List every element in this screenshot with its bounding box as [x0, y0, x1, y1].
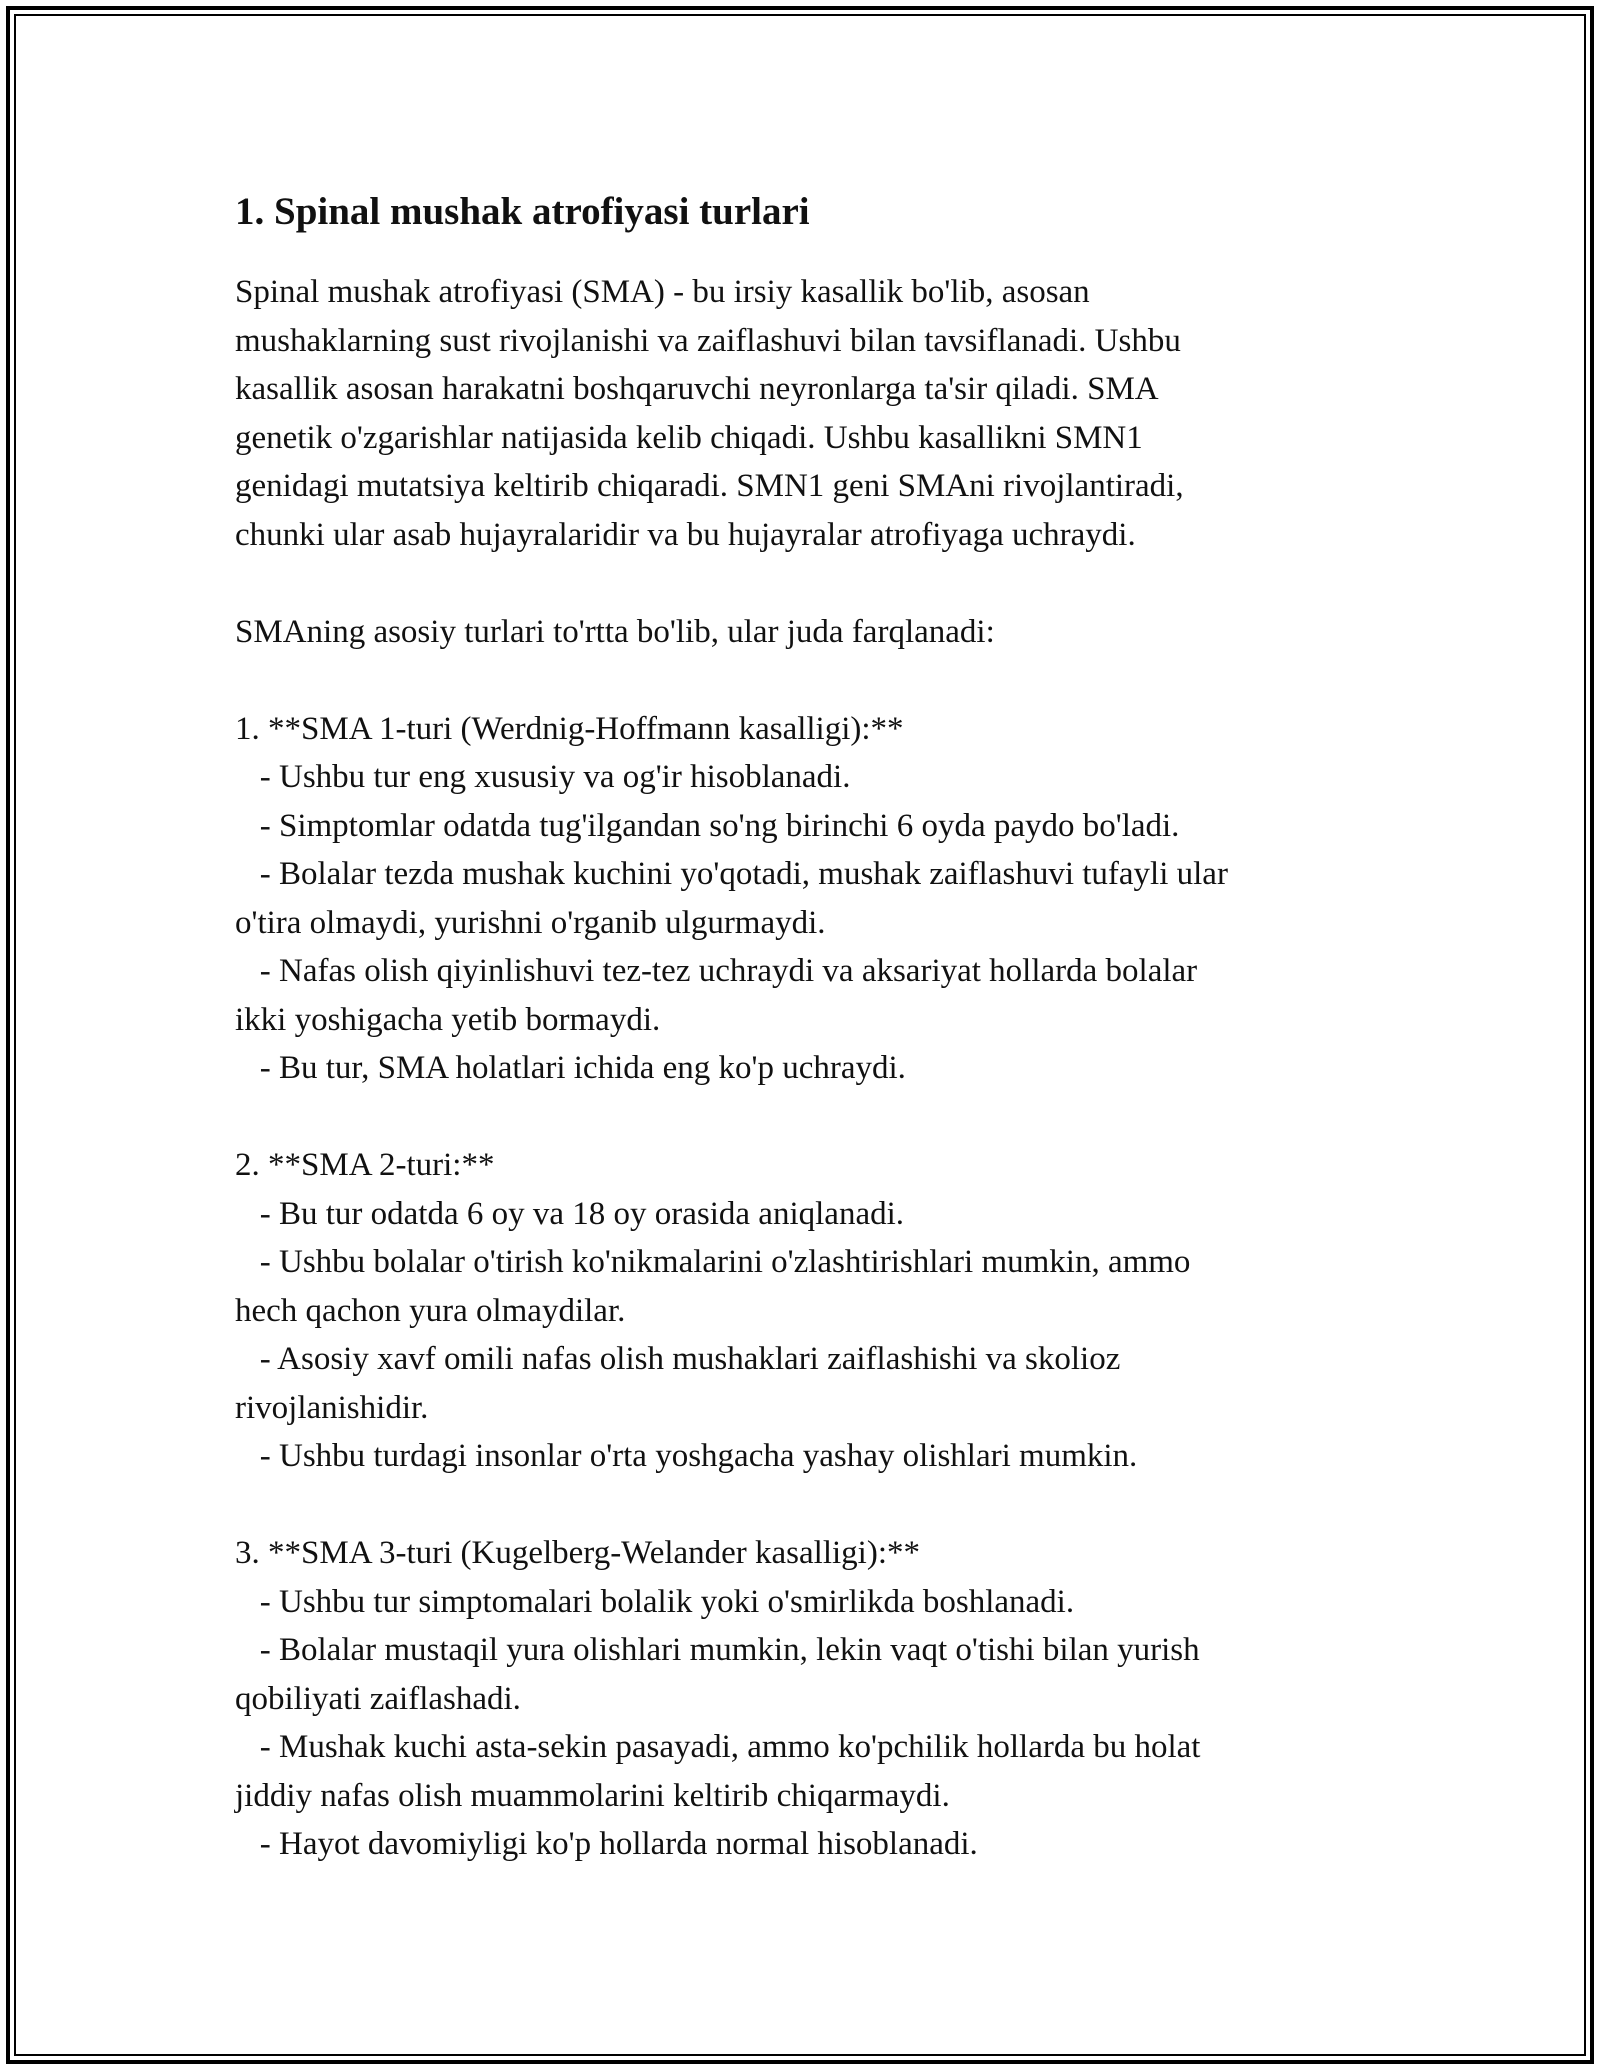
intro-line: kasallik asosan harakatni boshqaruvchi neyronlarga ta'sir qiladi. SMA	[235, 371, 1159, 407]
type-1-item: - Simptomlar odatda tug'ilgandan so'ng birinchi 6 oyda paydo bo'ladi.	[235, 807, 1180, 844]
type-2-item: hech qachon yura olmaydilar.	[235, 1292, 626, 1329]
paragraph-gap	[235, 656, 1365, 705]
intro-line: mushaklarning sust rivojlanishi va zaiflashuvi bilan tavsiflanadi. Ushbu	[235, 322, 1181, 359]
type-1-item: - Nafas olish qiyinlishuvi tez-tez uchraydi va aksariyat hollarda bolalar	[235, 953, 1198, 989]
type-3-item: - Bolalar mustaqil yura olishlari mumkin, lekin vaqt o'tishi bilan yurish	[235, 1632, 1200, 1668]
type-1-item: - Bu tur, SMA holatlari ichida eng ko'p uchraydi.	[235, 1050, 906, 1086]
intro-line: genidagi mutatsiya keltirib chiqaradi. SMN1 geni SMAni rivojlantiradi,	[235, 468, 1184, 504]
paragraph-gap	[235, 1481, 1365, 1530]
paragraph-gap	[235, 1093, 1365, 1142]
type-1-item: ikki yoshigacha yetib bormaydi.	[235, 1001, 661, 1038]
type-3-block	[235, 1529, 1365, 1869]
document-body	[235, 186, 1365, 1869]
type-3-item: - Ushbu tur simptomalari bolalik yoki o'smirlikda boshlanadi.	[235, 1583, 1075, 1620]
intro-paragraph	[235, 268, 1365, 559]
type-1-block	[235, 705, 1365, 1093]
type-3-item: jiddiy nafas olish muammolarini keltirib chiqarmaydi.	[235, 1777, 950, 1814]
type-1-item: - Bolalar tezda mushak kuchini yo'qotadi, mushak zaiflashuvi tufayli ular	[235, 856, 1228, 892]
type-1-item: o'tira olmaydi, yurishni o'rganib ulgurmaydi.	[235, 904, 826, 941]
intro-line: Spinal mushak atrofiyasi (SMA) - bu irsiy kasallik bo'lib, asosan	[235, 274, 1090, 310]
section-heading: 1. Spinal mushak atrofiyasi turlari	[235, 190, 810, 233]
intro-line: genetik o'zgarishlar natijasida kelib chiqadi. Ushbu kasallikni SMN1	[235, 419, 1143, 456]
type-3-item: - Mushak kuchi asta-sekin pasayadi, ammo ko'pchilik hollarda bu holat	[235, 1729, 1201, 1765]
type-3-item: - Hayot davomiyligi ko'p hollarda normal hisoblanadi.	[235, 1826, 978, 1862]
type-3-title: 3. **SMA 3-turi (Kugelberg-Welander kasalligi):**	[235, 1535, 921, 1571]
type-2-item: - Ushbu bolalar o'tirish ko'nikmalarini o'zlashtirishlari mumkin, ammo	[235, 1244, 1191, 1280]
type-2-item: rivojlanishidir.	[235, 1389, 429, 1426]
intro-line: chunki ular asab hujayralaridir va bu hujayralar atrofiyaga uchraydi.	[235, 516, 1136, 553]
paragraph-gap	[235, 559, 1365, 608]
type-2-item: - Bu tur odatda 6 oy va 18 oy orasida aniqlanadi.	[235, 1195, 905, 1232]
type-1-title: 1. **SMA 1-turi (Werdnig-Hoffmann kasalligi):**	[235, 710, 904, 747]
type-2-item: - Ushbu turdagi insonlar o'rta yoshgacha yashay olishlari mumkin.	[235, 1438, 1138, 1474]
type-2-item: - Asosiy xavf omili nafas olish mushaklari zaiflashishi va skolioz	[235, 1341, 1121, 1377]
type-1-item: - Ushbu tur eng xususiy va og'ir hisoblanadi.	[235, 759, 851, 795]
type-2-block	[235, 1141, 1365, 1481]
type-3-item: qobiliyati zaiflashadi.	[235, 1680, 521, 1717]
types-intro: SMAning asosiy turlari to'rtta bo'lib, ular juda farqlanadi:	[235, 613, 995, 650]
type-2-title: 2. **SMA 2-turi:**	[235, 1147, 495, 1183]
